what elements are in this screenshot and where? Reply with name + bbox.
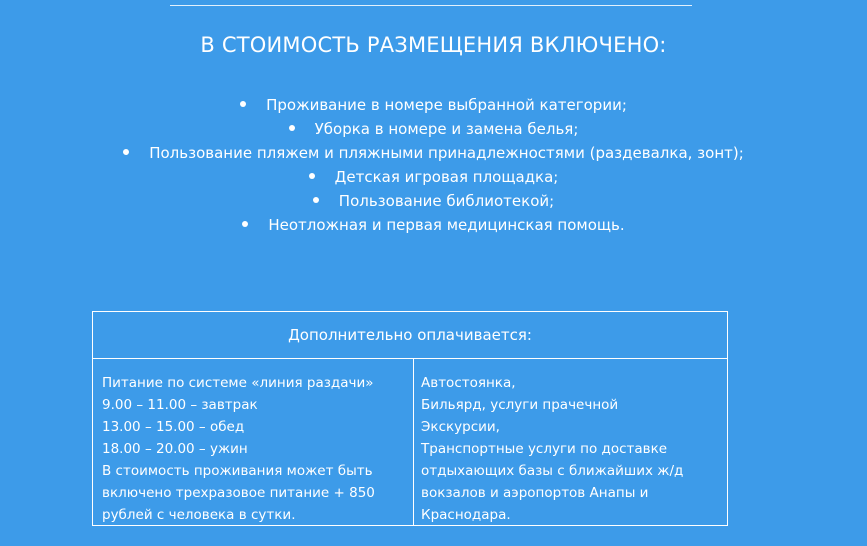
- bullet-icon: [309, 173, 315, 179]
- list-item: [0, 141, 867, 165]
- table-header: Дополнительно оплачивается:: [93, 312, 727, 359]
- list-item: [0, 213, 867, 237]
- list-item: [0, 93, 867, 117]
- cell-line: 9.00 – 11.00 – завтрак: [102, 397, 258, 413]
- cell-line: Автостоянка,: [421, 375, 516, 391]
- list-item-text: Уборка в номере и замена белья;: [314, 120, 579, 138]
- bullet-icon: [123, 149, 129, 155]
- cell-line: Краснодара.: [421, 507, 511, 523]
- cell-line: Питание по системе «линия раздачи»: [102, 375, 374, 391]
- cell-line: рублей с человека в сутки.: [102, 507, 296, 523]
- meals-cell: [93, 359, 414, 526]
- cell-line: 18.00 – 20.00 – ужин: [102, 441, 248, 457]
- bullet-icon: [242, 221, 248, 227]
- cell-line: отдыхающих базы с ближайших ж/д: [421, 463, 684, 479]
- cell-line: Транспортные услуги по доставке: [421, 441, 668, 457]
- section-heading: В СТОИМОСТЬ РАЗМЕЩЕНИЯ ВКЛЮЧЕНО:: [200, 33, 667, 57]
- cell-line: вокзалов и аэропортов Анапы и: [421, 485, 649, 501]
- list-item-text: Пользование библиотекой;: [338, 192, 555, 210]
- list-item: [0, 117, 867, 141]
- included-list: [0, 93, 867, 237]
- list-item-text: Проживание в номере выбранной категории;: [266, 96, 627, 114]
- services-cell: [414, 359, 727, 526]
- bullet-icon: [289, 125, 295, 131]
- list-item: [0, 165, 867, 189]
- cell-line: включено трехразовое питание + 850: [102, 485, 375, 501]
- bullet-icon: [313, 197, 319, 203]
- cell-line: 13.00 – 15.00 – обед: [102, 419, 245, 435]
- list-item-text: Неотложная и первая медицинская помощь.: [268, 216, 625, 234]
- extra-services-table: [92, 311, 728, 526]
- cell-line: Бильярд, услуги прачечной: [421, 397, 619, 413]
- top-divider: [170, 5, 692, 6]
- list-item-text: Детская игровая площадка;: [334, 168, 559, 186]
- cell-line: Экскурсии,: [421, 419, 500, 435]
- list-item-text: Пользование пляжем и пляжными принадлежностями (раздевалка, зонт);: [149, 144, 744, 162]
- cell-line: В стоимость проживания может быть: [102, 463, 373, 479]
- table-row: [93, 359, 727, 526]
- list-item: [0, 189, 867, 213]
- bullet-icon: [240, 101, 246, 107]
